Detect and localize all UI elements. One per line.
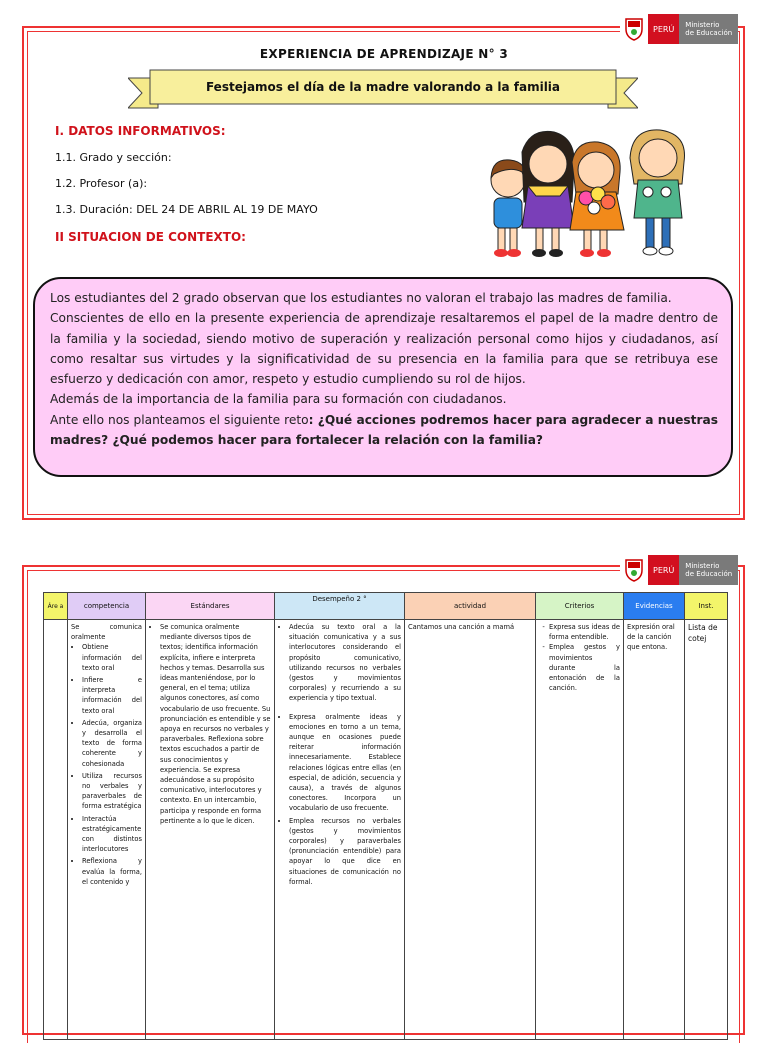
list-item: • Adecúa su texto oral a la situación comunicativa y a sus interlocutores considerando el propósito comunicativo, utilizando recursos no verbales (gestos y movimientos corporales) y recurriendo a su experiencia y tipo textual. — [289, 622, 401, 704]
list-item: - Emplea gestos y movimientos durante la entonación de la canción. — [549, 642, 620, 693]
logo-country: PERÚ — [648, 14, 679, 44]
planning-table — [43, 592, 728, 1040]
list-item: • Expresa oralmente ideas y emociones en torno a un tema, aunque en ocasiones puede reiterar información innecesariamente. Establece relaciones lógicas entre ellas (en especial, de adición, secuencia y causa), a través de algunos conectores. Incorpora un vocabulario de uso frecuente. — [289, 712, 401, 814]
criterios-cell — [536, 620, 624, 1040]
header-actividad: actividad — [405, 593, 536, 620]
coat-of-arms-icon — [620, 14, 648, 44]
context-text — [50, 288, 718, 450]
context-paragraph: Los estudiantes del 2 grado observan que los estudiantes no valoran el trabajo las madres de familia. — [50, 291, 672, 305]
experience-title: EXPERIENCIA DE APRENDIZAJE N° 3 — [259, 47, 509, 61]
list-item: • Obtiene información del texto oral — [82, 642, 142, 673]
logo-ministry: Ministerio de Educación — [679, 14, 738, 44]
list-item: • Interactúa estratégicamente con distintos interlocutores — [82, 814, 142, 855]
estandares-cell — [146, 620, 275, 1040]
info-grade: 1.1. Grado y sección: — [55, 151, 172, 164]
instrumento-cell: Lista de cotej — [685, 620, 728, 1040]
logo-country: PERÚ — [648, 555, 679, 585]
header-estandares: Estándares — [146, 593, 275, 620]
header-competencia: competencia — [68, 593, 146, 620]
list-item: • Reflexiona y evalúa la forma, el contenido y — [82, 856, 142, 887]
ministry-logo — [620, 14, 738, 44]
competencia-cell: Se comunica oralmente • Obtiene información del texto oral • Infiere e interpreta información del texto oral • Adecúa, organiza y desarrolla el texto de forma coherente y cohesionada • Utiliza recursos no verbales y paraverbales de forma estratégica • Interactúa estratégicamente con distintos interlocutores • Reflexiona y evalúa la forma, el contenido y — [68, 620, 146, 1040]
coat-of-arms-icon — [620, 555, 648, 585]
list-item: - Expresa sus ideas de forma entendible. — [549, 622, 620, 642]
header-evidencias: Evidencias — [624, 593, 685, 620]
header-desempeno: Desempeño 2 ° — [275, 593, 405, 620]
context-paragraph: Además de la importancia de la familia para su formación con ciudadanos. — [50, 392, 507, 407]
evidencias-cell: Expresión oral de la canción que entona. — [624, 620, 685, 1040]
section-2-title: II SITUACION DE CONTEXTO: — [55, 230, 246, 244]
actividad-cell: Cantamos una canción a mamá — [405, 620, 536, 1040]
context-paragraph: Conscientes de ello en la presente experiencia de aprendizaje resaltaremos el papel de la madre dentro de la familia y la sociedad, siendo motivo de superación y realización personal como hijos y ciudadanos, así como resaltar sus virtudes y la significatividad de su presencia en la familia para que se retribuya ese esfuerzo y dedicación con amor, respeto y estudio cumpliendo su rol de hijos. — [50, 311, 718, 387]
list-item: • Emplea recursos no verbales (gestos y movimientos corporales) y paraverbales (pronunciación entendible) para apoyar lo que dice en situaciones de comunicación no formal. — [289, 816, 401, 887]
list-item: • Adecúa, organiza y desarrolla el texto de forma coherente y cohesionada — [82, 718, 142, 769]
header-criterios: Criterios — [536, 593, 624, 620]
list-item: • Utiliza recursos no verbales y paraverbales de forma estratégica — [82, 771, 142, 812]
info-teacher: 1.2. Profesor (a): — [55, 177, 148, 190]
table-header-row — [44, 593, 728, 620]
list-item: • Infiere e interpreta información del texto oral — [82, 675, 142, 716]
children-illustration — [470, 122, 710, 262]
logo-ministry: Ministerio de Educación — [679, 555, 738, 585]
experience-subtitle: Festejamos el día de la madre valorando a la familia — [205, 80, 561, 94]
list-item: • Se comunica oralmente mediante diversos tipos de textos; identifica información explícita, infiere e interpreta hechos y temas. Desarrolla sus ideas manteniéndose, por lo general, en el tema; utiliza algunos conectores, así como vocabulario de uso frecuente. Su pronunciación es entendible y se apoya en recursos no verbales y paraverbales. Reflexiona sobre textos escuchados a partir de sus conocimientos y experiencia. Se expresa adecuándose a su propósito comunicativo, interlocutores y contexto. En un intercambio, participa y responde en forma pertinente a lo que le dicen. — [160, 622, 271, 826]
header-area: Áre a — [44, 593, 68, 620]
info-duration: 1.3. Duración: DEL 24 DE ABRIL AL 19 DE MAYO — [55, 203, 318, 216]
table-row — [44, 620, 728, 1040]
area-cell — [44, 620, 68, 1040]
section-1-title: I. DATOS INFORMATIVOS: — [55, 124, 226, 138]
ministry-logo — [620, 555, 738, 585]
desempeno-cell — [275, 620, 405, 1040]
header-instrumento: Inst. — [685, 593, 728, 620]
context-challenge: Ante ello nos planteamos el siguiente reto: ¿Qué acciones podremos hacer para agradecer a nuestras madres? ¿Qué podemos hacer para fortalecer la relación con la familia? — [50, 412, 718, 448]
